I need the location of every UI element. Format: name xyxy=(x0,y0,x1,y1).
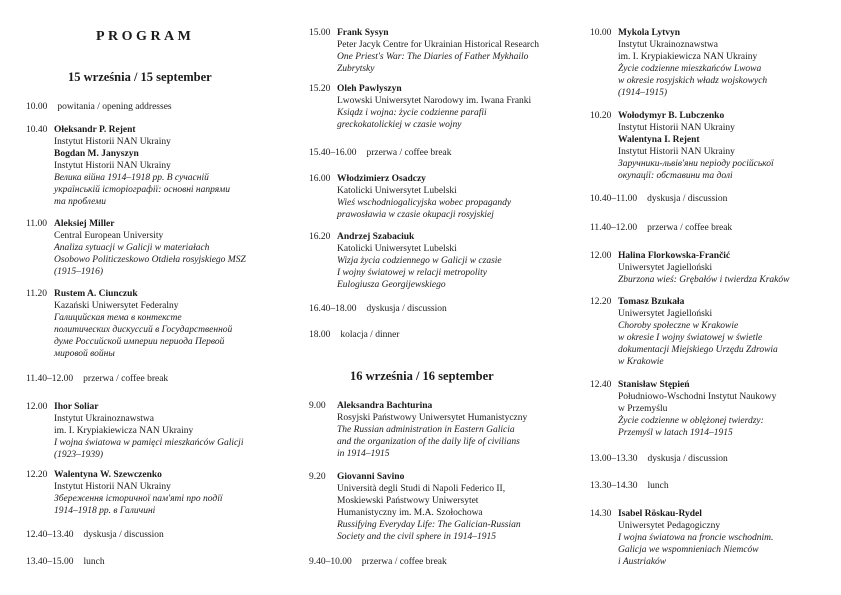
break-label: kolacja / dinner xyxy=(340,330,400,340)
entry-body xyxy=(618,296,778,368)
schedule-entry xyxy=(26,469,223,517)
entry-time: 12.40–13.40 xyxy=(26,530,74,540)
entry-time: 9.00 xyxy=(309,401,326,411)
entry-time: 11.40–12.00 xyxy=(26,374,74,384)
speaker-name: Rustem A. Ciunczuk xyxy=(54,289,138,299)
entry-body xyxy=(54,124,230,208)
entry-time: 16.40–18.00 xyxy=(309,304,357,314)
entry-time: 11.00 xyxy=(26,219,48,229)
schedule-break xyxy=(309,556,447,568)
entry-body xyxy=(618,508,773,568)
schedule-break xyxy=(26,556,105,568)
entry-time: 15.40–16.00 xyxy=(309,148,357,158)
day-heading-2: 16 września / 16 september xyxy=(350,369,494,383)
schedule-entry xyxy=(590,27,767,99)
entry-time: 9.20 xyxy=(309,472,326,482)
schedule-entry xyxy=(590,250,789,286)
break-label: przerwa / coffee break xyxy=(83,374,169,384)
talk-title-line: w okresie I wojny światowej w świetle xyxy=(618,333,763,343)
entry-body xyxy=(54,288,232,360)
day-heading-1: 15 września / 15 september xyxy=(68,70,212,84)
entry-time: 10.20 xyxy=(590,111,612,121)
affiliation-line: Południowo-Wschodni Instytut Naukowy xyxy=(618,392,777,402)
schedule-entry xyxy=(309,83,531,131)
entry-body xyxy=(618,379,776,439)
break-label: dyskusja / discussion xyxy=(83,530,164,540)
affiliation-line: Uniwersytet Jagielloński xyxy=(618,309,713,319)
talk-title-line: Choroby społeczne w Krakowie xyxy=(618,321,739,331)
affiliation-line: Humanistyczny im. M.A. Szołochowa xyxy=(337,508,483,518)
entry-time: 16.20 xyxy=(309,232,331,242)
speaker-name: Giovanni Savino xyxy=(337,472,405,482)
entry-body xyxy=(648,453,728,465)
speaker-name: Isabel Röskau-Rydel xyxy=(618,509,702,519)
talk-title-line: Przemyśl w latach 1914–1915 xyxy=(618,428,733,438)
talk-title-line: Збереження історичної пам'яті про події xyxy=(54,494,223,504)
entry-body xyxy=(362,556,447,568)
affiliation-line: Lwowski Uniwersytet Narodowy im. Iwana Franki xyxy=(337,96,532,106)
speaker-name: Oleh Pawlyszyn xyxy=(337,84,402,94)
entry-body xyxy=(648,480,669,492)
entry-time: 12.00 xyxy=(26,402,48,412)
talk-title-line: (1923–1939) xyxy=(54,450,104,460)
entry-body xyxy=(83,373,168,385)
schedule-entry xyxy=(26,124,230,208)
schedule-break xyxy=(26,373,168,385)
affiliation-line: Moskiewski Państwowy Uniwersytet xyxy=(337,496,479,506)
speaker-name: Andrzej Szabaciuk xyxy=(337,232,415,242)
talk-title-line: Заручники-львів'яни періоду російської xyxy=(618,159,774,169)
speaker-name: Frank Sysyn xyxy=(337,28,389,38)
entry-body xyxy=(337,27,539,75)
entry-time: 13.30–14.30 xyxy=(590,481,638,491)
speaker-name: Aleksiej Miller xyxy=(54,219,115,229)
speaker-name: Mykola Lytvyn xyxy=(618,28,681,38)
talk-title-line: Analiza sytuacji w Galicji w materiałach xyxy=(54,243,210,253)
entry-body xyxy=(337,471,521,543)
schedule-break xyxy=(26,101,172,113)
break-label: przerwa / coffee break xyxy=(361,557,447,567)
affiliation-line: Central European University xyxy=(54,231,164,241)
entry-time: 14.30 xyxy=(590,509,612,519)
talk-title-line: Галицийская тема в контексте xyxy=(54,313,182,323)
talk-title-line: dokumentacji Miejskiego Urzędu Zdrowia xyxy=(618,345,778,355)
entry-body xyxy=(84,556,105,568)
schedule-break xyxy=(590,453,728,465)
entry-body xyxy=(84,529,164,541)
talk-title-line: українській історіографії: основні напрями xyxy=(54,185,230,195)
affiliation-line: Uniwersytet Pedagogiczny xyxy=(618,521,721,531)
entry-time: 10.00 xyxy=(590,28,612,38)
entry-time: 10.40–11.00 xyxy=(590,194,638,204)
entry-time: 12.20 xyxy=(26,470,48,480)
talk-title-line: Galicja we wspomnieniach Niemców xyxy=(618,545,759,555)
entry-body xyxy=(367,303,447,315)
talk-title-line: Życie codzienne w oblężonej twierdzy: xyxy=(618,416,764,426)
affiliation-line: Università degli Studi di Napoli Federico II, xyxy=(337,484,506,494)
schedule-entry xyxy=(590,110,774,182)
schedule-entry xyxy=(26,288,232,360)
affiliation-line: Katolicki Uniwersytet Lubelski xyxy=(337,186,457,196)
schedule-break xyxy=(590,222,732,234)
entry-body xyxy=(337,400,527,460)
entry-body xyxy=(647,193,727,205)
entry-body xyxy=(337,83,531,131)
entry-time: 18.00 xyxy=(309,330,331,340)
schedule-entry xyxy=(590,296,778,368)
talk-title-line: Велика війна 1914–1918 рр. В сучасній xyxy=(54,173,209,183)
affiliation-line: im. I. Krypiakiewicza NAN Ukrainy xyxy=(54,426,194,436)
talk-title-line: prawosławia w czasie okupacji rosyjskiej xyxy=(337,210,494,220)
affiliation-line: Kazański Uniwersytet Federalny xyxy=(54,301,179,311)
entry-time: 12.40 xyxy=(590,380,612,390)
program-title: PROGRAM xyxy=(96,29,195,44)
talk-title-line: i Austriaków xyxy=(618,557,667,567)
schedule-entry xyxy=(309,400,527,460)
entry-time: 10.40 xyxy=(26,125,48,135)
speaker-name: Stanisław Stępień xyxy=(618,380,690,390)
talk-title-line: та проблеми xyxy=(54,197,106,207)
talk-title-line: w okresie rosyjskich władz wojskowych xyxy=(618,76,768,86)
speaker-name: Ołeksandr P. Rejent xyxy=(54,125,136,135)
affiliation-line: im. I. Krypiakiewicza NAN Ukrainy xyxy=(618,52,758,62)
talk-title-line: Eulogiusza Georgijewskiego xyxy=(337,280,446,290)
entry-time: 13.40–15.00 xyxy=(26,557,74,567)
talk-title-line: and the organization of the daily life of civilians xyxy=(337,437,520,447)
affiliation-line: Katolicki Uniwersytet Lubelski xyxy=(337,244,457,254)
talk-title-line: Wieś wschodniogalicyjska wobec propagandy xyxy=(337,198,512,208)
speaker-name: Walentyna I. Rejent xyxy=(618,135,700,145)
schedule-break xyxy=(309,329,399,341)
affiliation-line: Instytut Ukrainoznawstwa xyxy=(54,414,154,424)
affiliation-line: Peter Jacyk Centre for Ukrainian Historical Research xyxy=(337,40,540,50)
talk-title-line: I wojna światowa w pamięci mieszkańców Galicji xyxy=(54,438,244,448)
talk-title-line: политических дискуссий в Государственной xyxy=(54,325,233,335)
entry-body xyxy=(340,329,399,341)
speaker-name: Tomasz Bzukała xyxy=(618,297,685,307)
affiliation-line: Instytut Historii NAN Ukrainy xyxy=(54,161,171,171)
speaker-name: Aleksandra Bachturina xyxy=(337,401,433,411)
affiliation-line: Instytut Ukrainoznawstwa xyxy=(618,40,718,50)
entry-body xyxy=(618,27,767,99)
schedule-entry xyxy=(590,379,776,439)
affiliation-line: Instytut Historii NAN Ukrainy xyxy=(618,147,735,157)
entry-body xyxy=(54,469,223,517)
break-label: lunch xyxy=(647,481,669,491)
entry-time: 11.40–12.00 xyxy=(590,223,638,233)
schedule-entry xyxy=(309,471,521,543)
entry-body xyxy=(618,250,789,286)
affiliation-line: Uniwersytet Jagielloński xyxy=(618,263,713,273)
affiliation-line: Instytut Historii NAN Ukrainy xyxy=(618,123,735,133)
talk-title-line: in 1914–1915 xyxy=(337,449,390,459)
talk-title-line: Osobowo Politiczeskowo Otdieła rosyjskiego MSZ xyxy=(54,255,246,265)
entry-time: 12.20 xyxy=(590,297,612,307)
talk-title-line: w Krakowie xyxy=(618,357,664,367)
break-label: dyskusja / discussion xyxy=(647,194,728,204)
talk-title-line: I wojny światowej w relacji metropolity xyxy=(337,268,487,278)
entry-body xyxy=(618,110,774,182)
schedule-break xyxy=(309,303,447,315)
entry-body xyxy=(337,173,511,221)
entry-body xyxy=(54,218,246,278)
talk-title-line: I wojna światowa na froncie wschodnim. xyxy=(618,533,774,543)
talk-title-line: 1914–1918 рр. в Галичині xyxy=(54,506,156,516)
break-label: dyskusja / discussion xyxy=(366,304,447,314)
schedule-entry xyxy=(309,27,539,75)
affiliation-line: Rosyjski Państwowy Uniwersytet Humanistyczny xyxy=(337,413,528,423)
talk-title-line: мировой войны xyxy=(54,349,115,359)
talk-title-line: (1914–1915) xyxy=(618,88,668,98)
talk-title-line: Wizja życia codziennego w Galicji w czasie xyxy=(337,256,502,266)
talk-title-line: (1915–1916) xyxy=(54,267,104,277)
talk-title-line: думе Российской империи периода Первой xyxy=(54,337,225,347)
entry-time: 11.20 xyxy=(26,289,48,299)
break-label: dyskusja / discussion xyxy=(647,454,728,464)
schedule-entry xyxy=(590,508,773,568)
affiliation-line: Instytut Historii NAN Ukrainy xyxy=(54,482,171,492)
schedule-entry xyxy=(309,173,511,221)
entry-time: 10.00 xyxy=(26,102,48,112)
break-label: przerwa / coffee break xyxy=(366,148,452,158)
entry-body xyxy=(54,401,243,461)
speaker-name: Walentyna W. Szewczenko xyxy=(54,470,162,480)
schedule-break xyxy=(590,480,669,492)
entry-time: 15.00 xyxy=(309,28,331,38)
entry-time: 15.20 xyxy=(309,84,331,94)
break-label: powitania / opening addresses xyxy=(57,102,172,112)
speaker-name: Bogdan M. Janyszyn xyxy=(54,149,139,159)
talk-title-line: greckokatolickiej w czasie wojny xyxy=(337,120,462,130)
speaker-name: Wołodymyr B. Lubczenko xyxy=(618,111,725,121)
affiliation-line: Instytut Historii NAN Ukrainy xyxy=(54,137,171,147)
entry-time: 12.00 xyxy=(590,251,612,261)
entry-time: 13.00–13.30 xyxy=(590,454,638,464)
speaker-name: Ihor Soliar xyxy=(54,402,99,412)
talk-title-line: окупації: обставини та долі xyxy=(618,171,733,181)
talk-title-line: One Priest's War: The Diaries of Father Mykhailo xyxy=(337,52,529,62)
speaker-name: Halina Florkowska-Frančić xyxy=(618,251,731,261)
talk-title-line: Russifying Everyday Life: The Galician-Russian xyxy=(337,520,521,530)
schedule-entry xyxy=(26,401,243,461)
entry-body xyxy=(367,147,452,159)
break-label: przerwa / coffee break xyxy=(647,223,733,233)
affiliation-line: w Przemyślu xyxy=(618,404,668,414)
talk-title-line: Ksiądz i wojna: życie codzienne parafii xyxy=(337,108,487,118)
talk-title-line: Zubrytsky xyxy=(337,64,375,74)
schedule-break xyxy=(26,529,164,541)
entry-time: 16.00 xyxy=(309,174,331,184)
break-label: lunch xyxy=(83,557,105,567)
talk-title-line: Zburzona wieś: Grębałów i twierdza Kraków xyxy=(618,275,790,285)
talk-title-line: Society and the civil sphere in 1914–1915 xyxy=(337,532,496,542)
entry-body xyxy=(337,231,502,291)
schedule-break xyxy=(309,147,452,159)
entry-time: 9.40–10.00 xyxy=(309,557,352,567)
talk-title-line: The Russian administration in Eastern Galicia xyxy=(337,425,515,435)
entry-body xyxy=(57,101,171,113)
talk-title-line: Życie codzienne mieszkańców Lwowa xyxy=(618,64,762,74)
schedule-break xyxy=(590,193,727,205)
speaker-name: Włodzimierz Osadczy xyxy=(337,174,426,184)
schedule-entry xyxy=(309,231,502,291)
entry-body xyxy=(647,222,732,234)
schedule-entry xyxy=(26,218,246,278)
